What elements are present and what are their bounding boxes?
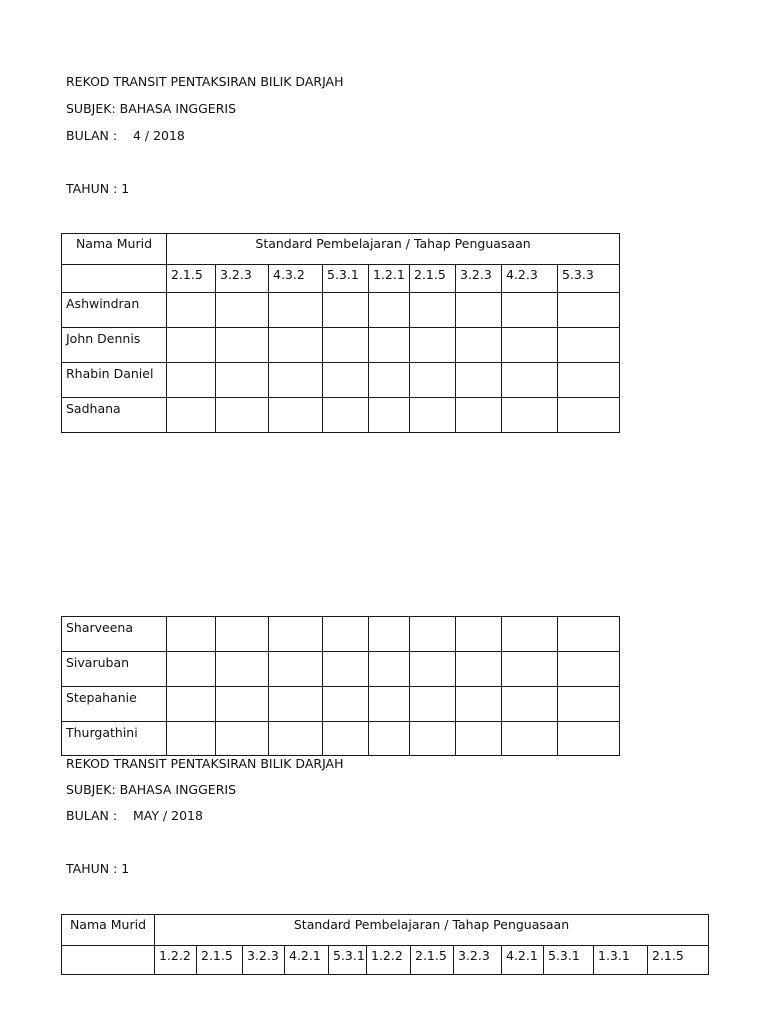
- standard-code: 1.2.1: [369, 265, 410, 293]
- score-cell[interactable]: [323, 722, 369, 756]
- record2-table: [61, 914, 709, 975]
- score-cell[interactable]: [216, 652, 269, 687]
- table-row: [62, 398, 620, 433]
- score-cell[interactable]: [269, 328, 323, 363]
- name-column-header: Nama Murid: [62, 234, 167, 265]
- score-cell[interactable]: [369, 363, 410, 398]
- record2-year: TAHUN : 1: [66, 861, 130, 876]
- score-cell[interactable]: [269, 652, 323, 687]
- student-name: Rhabin Daniel: [62, 363, 167, 398]
- score-cell[interactable]: [410, 687, 456, 722]
- score-cell[interactable]: [323, 328, 369, 363]
- score-cell[interactable]: [269, 687, 323, 722]
- score-cell[interactable]: [456, 293, 502, 328]
- student-name: Stepahanie: [62, 687, 167, 722]
- score-cell[interactable]: [456, 687, 502, 722]
- score-cell[interactable]: [456, 617, 502, 652]
- score-cell[interactable]: [456, 652, 502, 687]
- standard-code: 3.2.3: [243, 946, 285, 975]
- score-cell[interactable]: [269, 617, 323, 652]
- empty-header-cell: [62, 265, 167, 293]
- score-cell[interactable]: [323, 617, 369, 652]
- student-name: John Dennis: [62, 328, 167, 363]
- student-name: Sivaruban: [62, 652, 167, 687]
- score-cell[interactable]: [216, 328, 269, 363]
- score-cell[interactable]: [558, 652, 620, 687]
- score-cell[interactable]: [456, 363, 502, 398]
- standard-code: 2.1.5: [410, 265, 456, 293]
- score-cell[interactable]: [369, 328, 410, 363]
- score-cell[interactable]: [558, 328, 620, 363]
- table-row: [62, 617, 620, 652]
- record2-month: BULAN : MAY / 2018: [66, 808, 203, 823]
- score-cell[interactable]: [410, 652, 456, 687]
- score-cell[interactable]: [558, 617, 620, 652]
- score-cell[interactable]: [410, 293, 456, 328]
- table-row: [62, 328, 620, 363]
- score-cell[interactable]: [502, 617, 558, 652]
- score-cell[interactable]: [216, 398, 269, 433]
- name-column-header: Nama Murid: [62, 915, 155, 946]
- student-name: Sadhana: [62, 398, 167, 433]
- score-cell[interactable]: [167, 363, 216, 398]
- score-cell[interactable]: [216, 617, 269, 652]
- score-cell[interactable]: [323, 687, 369, 722]
- score-cell[interactable]: [369, 293, 410, 328]
- score-cell[interactable]: [167, 722, 216, 756]
- score-cell[interactable]: [216, 722, 269, 756]
- score-cell[interactable]: [323, 398, 369, 433]
- record2-title: REKOD TRANSIT PENTAKSIRAN BILIK DARJAH: [66, 756, 344, 771]
- score-cell[interactable]: [269, 363, 323, 398]
- standard-code: 5.3.1: [329, 946, 367, 975]
- standard-code: 5.3.3: [558, 265, 620, 293]
- standard-code: 4.2.3: [502, 265, 558, 293]
- standard-code: 1.2.2: [367, 946, 411, 975]
- score-cell[interactable]: [502, 722, 558, 756]
- score-cell[interactable]: [456, 722, 502, 756]
- score-cell[interactable]: [167, 687, 216, 722]
- score-cell[interactable]: [216, 687, 269, 722]
- score-cell[interactable]: [167, 652, 216, 687]
- score-cell[interactable]: [410, 398, 456, 433]
- record1-subject: SUBJEK: BAHASA INGGERIS: [66, 101, 237, 116]
- score-cell[interactable]: [410, 617, 456, 652]
- score-cell[interactable]: [558, 722, 620, 756]
- score-cell[interactable]: [269, 398, 323, 433]
- standard-column-header: Standard Pembelajaran / Tahap Penguasaan: [155, 915, 709, 946]
- score-cell[interactable]: [167, 398, 216, 433]
- score-cell[interactable]: [167, 617, 216, 652]
- score-cell[interactable]: [323, 293, 369, 328]
- score-cell[interactable]: [502, 328, 558, 363]
- score-cell[interactable]: [558, 293, 620, 328]
- standard-code: 3.2.3: [216, 265, 269, 293]
- standard-code: 3.2.3: [456, 265, 502, 293]
- standard-code: 3.2.3: [454, 946, 502, 975]
- standard-code: 2.1.5: [648, 946, 709, 975]
- record2-subject: SUBJEK: BAHASA INGGERIS: [66, 782, 237, 797]
- score-cell[interactable]: [558, 398, 620, 433]
- standard-code: 2.1.5: [411, 946, 454, 975]
- score-cell[interactable]: [216, 293, 269, 328]
- score-cell[interactable]: [456, 398, 502, 433]
- standard-code: 4.3.2: [269, 265, 323, 293]
- score-cell[interactable]: [369, 652, 410, 687]
- score-cell[interactable]: [456, 328, 502, 363]
- standard-code: 2.1.5: [167, 265, 216, 293]
- table-row: [62, 722, 620, 756]
- record1-title: REKOD TRANSIT PENTAKSIRAN BILIK DARJAH: [66, 74, 344, 89]
- score-cell[interactable]: [167, 293, 216, 328]
- table-row: [62, 293, 620, 328]
- record1-month: BULAN : 4 / 2018: [66, 128, 185, 143]
- score-cell[interactable]: [269, 293, 323, 328]
- table-row: [62, 363, 620, 398]
- score-cell[interactable]: [410, 722, 456, 756]
- score-cell[interactable]: [269, 722, 323, 756]
- score-cell[interactable]: [558, 363, 620, 398]
- score-cell[interactable]: [502, 293, 558, 328]
- standard-code: 5.3.1: [323, 265, 369, 293]
- score-cell[interactable]: [502, 687, 558, 722]
- score-cell[interactable]: [369, 617, 410, 652]
- standard-column-header: Standard Pembelajaran / Tahap Penguasaan: [167, 234, 620, 265]
- empty-header-cell: [62, 946, 155, 975]
- record1-year: TAHUN : 1: [66, 181, 130, 196]
- table-row: [62, 687, 620, 722]
- standard-code: 1.2.2: [155, 946, 197, 975]
- standard-code: 2.1.5: [197, 946, 243, 975]
- record1-continuation-table: [61, 616, 620, 756]
- standard-code: 4.2.1: [285, 946, 329, 975]
- score-cell[interactable]: [323, 652, 369, 687]
- student-name: Sharveena: [62, 617, 167, 652]
- score-cell[interactable]: [558, 687, 620, 722]
- score-cell[interactable]: [502, 363, 558, 398]
- score-cell[interactable]: [369, 398, 410, 433]
- student-name: Ashwindran: [62, 293, 167, 328]
- table-row: [62, 652, 620, 687]
- standard-code: 4.2.1: [502, 946, 544, 975]
- score-cell[interactable]: [410, 363, 456, 398]
- score-cell[interactable]: [502, 652, 558, 687]
- score-cell[interactable]: [369, 722, 410, 756]
- score-cell[interactable]: [323, 363, 369, 398]
- record1-table: [61, 233, 620, 433]
- score-cell[interactable]: [410, 328, 456, 363]
- score-cell[interactable]: [502, 398, 558, 433]
- standard-code: 5.3.1: [544, 946, 594, 975]
- score-cell[interactable]: [369, 687, 410, 722]
- student-name: Thurgathini: [62, 722, 167, 756]
- standard-code: 1.3.1: [594, 946, 648, 975]
- score-cell[interactable]: [216, 363, 269, 398]
- score-cell[interactable]: [167, 328, 216, 363]
